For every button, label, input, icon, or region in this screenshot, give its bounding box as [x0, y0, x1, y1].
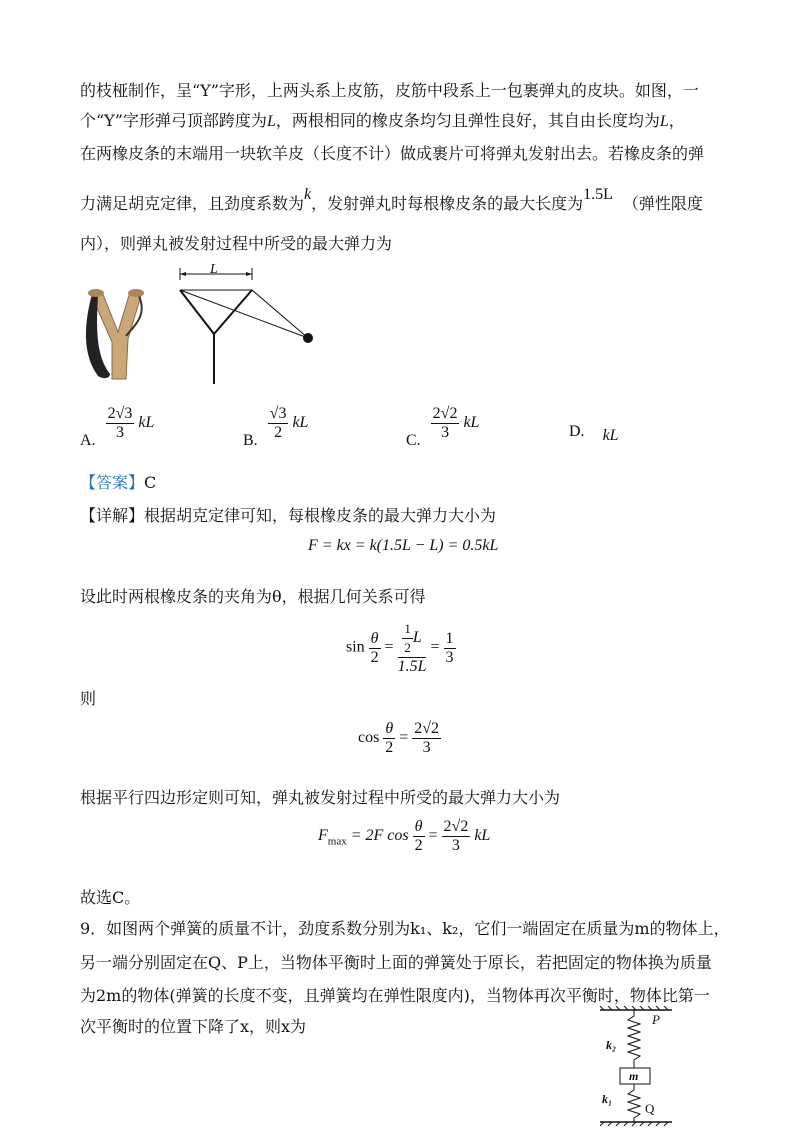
- label-p: P: [652, 1012, 660, 1027]
- detail-line-1: 【详解】根据胡克定律可知，每根橡皮条的最大弹力大小为: [80, 506, 497, 525]
- equation-cos: cos $\frac{\theta}{2}$ = $\frac{2√2}{3}$: [358, 720, 439, 756]
- equation-fmax: $F_{max} = 2F$ cos $\frac{\theta}{2}$ = $\frac{2√2}{3}$ kL: [318, 818, 491, 854]
- detail-line-3: 根据平行四边形定则可知，弹丸被发射过程中所受的最大弹力大小为: [80, 788, 561, 807]
- spring-diagram: [596, 1006, 686, 1130]
- label-k2: k₂: [606, 1038, 617, 1052]
- q9-line-2: 另一端分别固定在Q、P上，当物体平衡时上面的弹簧处于原长，若把固定的物体换为质量: [80, 953, 712, 972]
- span-label: L: [210, 262, 218, 277]
- equation-sin: sin $\frac{\theta}{2}$ = $\frac{1}{2}$ L 1.5L = $\frac{1}{3}$: [346, 621, 454, 675]
- label-m: m: [629, 1069, 639, 1083]
- q9-line-1: 9．如图两个弹簧的质量不计，劲度系数分别为k₁、k₂，它们一端固定在质量为m的物体上，: [80, 919, 730, 938]
- equation-hooke: F = kx = k(1.5L − L) = 0.5kL: [308, 537, 499, 554]
- detail-conclusion: 故选C。: [80, 888, 141, 907]
- q9-line-3: 为2m的物体(弹簧的长度不变，且弹簧均在弹性限度内)，当物体再次平衡时，物体比第一: [80, 986, 710, 1005]
- label-q: Q: [645, 1101, 655, 1116]
- option-d: D. kL: [569, 423, 619, 444]
- slingshot-photo: [78, 284, 160, 384]
- intro-line-2: 个“Y”字形弹弓顶部跨度为L，两根相同的橡皮条均匀且弹性良好，其自由长度均为L，: [80, 111, 685, 130]
- option-c: C. $\frac{2√2}{3}$ kL: [406, 405, 480, 450]
- intro-line-1: 的枝桠制作，呈“Y”字形，上两头系上皮筋，皮筋中段系上一包裹弹丸的皮块。如图，一: [80, 81, 699, 100]
- option-a: A. $\frac{2√3}{3}$ kL: [80, 405, 155, 450]
- label-k1: k₁: [602, 1092, 613, 1106]
- detail-line-2: 设此时两根橡皮条的夹角为θ，根据几何关系可得: [80, 587, 426, 606]
- intro-line-4: 力满足胡克定律，且劲度系数为k，发射弹丸时每根橡皮条的最大长度为1.5L （弹性限度: [80, 186, 703, 213]
- option-b: B. $\frac{√3}{2}$ kL: [243, 405, 309, 450]
- answer-line: 【答案】C: [80, 473, 157, 492]
- intro-line-3: 在两橡皮条的末端用一块软羊皮（长度不计）做成裹片可将弹丸发射出去。若橡皮条的弹: [80, 144, 705, 163]
- q9-line-4: 次平衡时的位置下降了x，则x为: [80, 1017, 307, 1036]
- y-shape-diagram: [172, 262, 322, 388]
- detail-then: 则: [80, 689, 97, 708]
- intro-line-5: 内），则弹丸被发射过程中所受的最大弹力为: [80, 234, 393, 253]
